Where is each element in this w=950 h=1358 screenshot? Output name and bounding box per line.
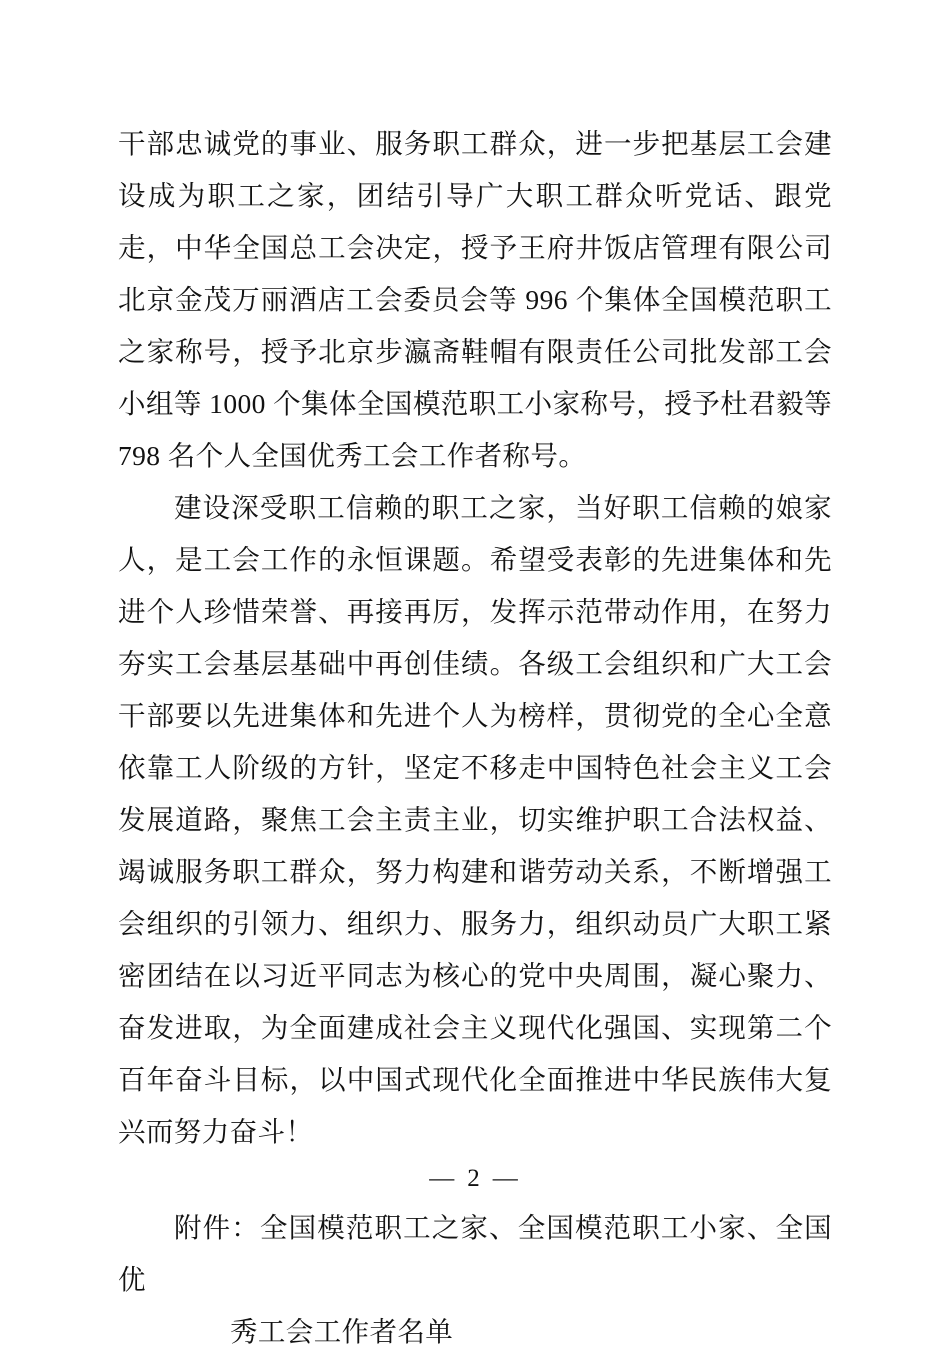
- attachment-line-1: 附件：全国模范职工之家、全国模范职工小家、全国优: [118, 1212, 832, 1295]
- page-number-dash-right: —: [492, 1165, 521, 1192]
- paragraph-2: 建设深受职工信赖的职工之家，当好职工信赖的娘家人，是工会工作的永恒课题。希望受表彰的先进集体和先进个人珍惜荣誉、再接再厉，发挥示范带动作用，在努力夯实工会基层基础中再创佳绩。各级工会组织和广大工会干部要以先进集体和先进个人为榜样，贯彻党的全心全意依靠工人阶级的方针，坚定不移走中国特色社会主义工会发展道路，聚焦工会主责主业，切实维护职工合法权益、竭诚服务职工群众，努力构建和谐劳动关系，不断增强工会组织的引领力、组织力、服务力，组织动员广大职工紧密团结在以习近平同志为核心的党中央周围，凝心聚力、奋发进取，为全面建成社会主义现代化强国、实现第二个百年奋斗目标，以中国式现代化全面推进中华民族伟大复兴而努力奋斗！: [118, 492, 832, 1147]
- page-number-value: 2: [467, 1165, 483, 1192]
- page-number-dash-left: —: [429, 1165, 458, 1192]
- attachment-line-2: 秀工会工作者名单: [230, 1316, 454, 1347]
- page-number: [0, 1165, 950, 1193]
- attachment-note: [118, 1202, 832, 1358]
- paragraph-1: 干部忠诚党的事业、服务职工群众，进一步把基层工会建设成为职工之家，团结引导广大职工群众听党话、跟党走，中华全国总工会决定，授予王府井饭店管理有限公司北京金茂万丽酒店工会委员会等 996 个集体全国模范职工之家称号，授予北京步瀛斋鞋帽有限责任公司批发部工会小组等 1000 个集体全国模范职工小家称号，授予杜君毅等 798 名个人全国优秀工会工作者称号。: [118, 128, 832, 471]
